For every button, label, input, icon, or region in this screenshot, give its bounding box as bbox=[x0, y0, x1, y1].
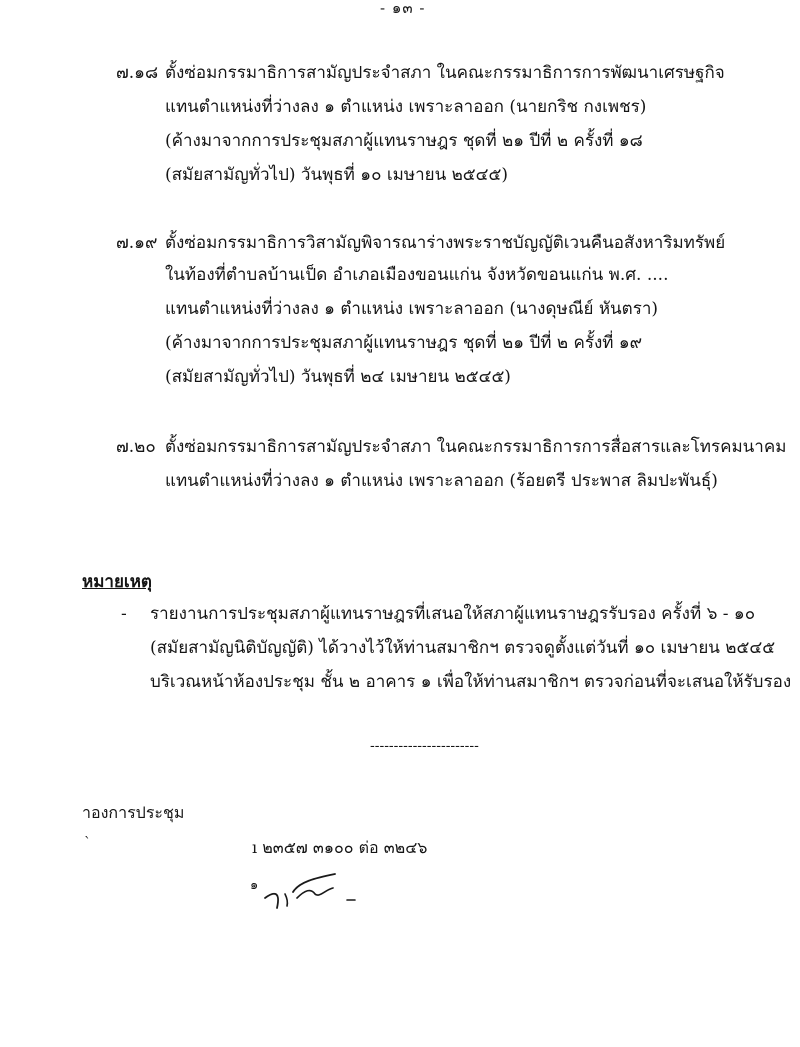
item-line: แทนตำแหน่งที่ว่างลง ๑ ตำแหน่ง เพราะลาออก (ร้อยตรี ประพาส ลิมปะพันธุ์) bbox=[165, 471, 718, 491]
page-number: - ๑๓ - bbox=[380, 0, 426, 17]
item-line: (สมัยสามัญทั่วไป) วันพุธที่ ๑๐ เมษายน ๒๕๔๕) bbox=[165, 165, 509, 185]
item-line: แทนตำแหน่งที่ว่างลง ๑ ตำแหน่ง เพราะลาออก (นายกริช กงเพชร) bbox=[165, 97, 647, 117]
item-number: ๗.๑๘ bbox=[116, 63, 159, 83]
item-line: ตั้งซ่อมกรรมาธิการวิสามัญพิจารณาร่างพระราชบัญญัติเวนคืนอสังหาริมทรัพย์ bbox=[165, 233, 726, 253]
item-line: ตั้งซ่อมกรรมาธิการสามัญประจำสภา ในคณะกรรมาธิการการพัฒนาเศรษฐกิจ bbox=[165, 63, 725, 83]
initial-number: ๑ bbox=[250, 878, 259, 893]
note-line: บริเวณหน้าห้องประชุม ชั้น ๒ อาคาร ๑ เพื่อให้ท่านสมาชิกฯ ตรวจก่อนที่จะเสนอให้รับรอง bbox=[150, 672, 792, 692]
item-line: แทนตำแหน่งที่ว่างลง ๑ ตำแหน่ง เพราะลาออก (นางดุษณีย์ หันตรา) bbox=[165, 299, 659, 319]
stray-mark: ` bbox=[84, 835, 91, 851]
section-divider: ----------------------- bbox=[370, 738, 479, 754]
item-line: ตั้งซ่อมกรรมาธิการสามัญประจำสภา ในคณะกรรมาธิการการสื่อสารและโทรคมนาคม bbox=[165, 437, 787, 457]
note-bullet: - bbox=[121, 604, 127, 624]
item-line: (ค้างมาจากการประชุมสภาผู้แทนราษฎร ชุดที่ ๒๑ ปีที่ ๒ ครั้งที่ ๑๘ bbox=[165, 131, 643, 151]
item-number: ๗.๒๐ bbox=[116, 437, 156, 457]
item-line: ในท้องที่ตำบลบ้านเป็ด อำเภอเมืองขอนแก่น จังหวัดขอนแก่น พ.ศ. .... bbox=[165, 265, 669, 285]
item-line: (ค้างมาจากการประชุมสภาผู้แทนราษฎร ชุดที่ ๒๑ ปีที่ ๒ ครั้งที่ ๑๙ bbox=[165, 333, 643, 353]
office-label: าองการประชุม bbox=[82, 803, 185, 822]
note-line: รายงานการประชุมสภาผู้แทนราษฎรที่เสนอให้สภาผู้แทนราษฎรรับรอง ครั้งที่ ๖ - ๑๐ bbox=[150, 604, 756, 624]
handwritten-signature bbox=[255, 868, 365, 918]
note-heading: หมายเหตุ bbox=[82, 572, 152, 592]
item-number: ๗.๑๙ bbox=[116, 233, 158, 253]
item-line: (สมัยสามัญทั่วไป) วันพุธที่ ๒๔ เมษายน ๒๕๔๕) bbox=[165, 367, 511, 387]
phone-extension: ı ๒๓๕๗ ๓๑๐๐ ต่อ ๓๒๔๖ bbox=[252, 838, 428, 857]
note-line: (สมัยสามัญนิติบัญญัติ) ได้วางไว้ให้ท่านสมาชิกฯ ตรวจดูตั้งแต่วันที่ ๑๐ เมษายน ๒๕๔๕ bbox=[150, 638, 776, 658]
